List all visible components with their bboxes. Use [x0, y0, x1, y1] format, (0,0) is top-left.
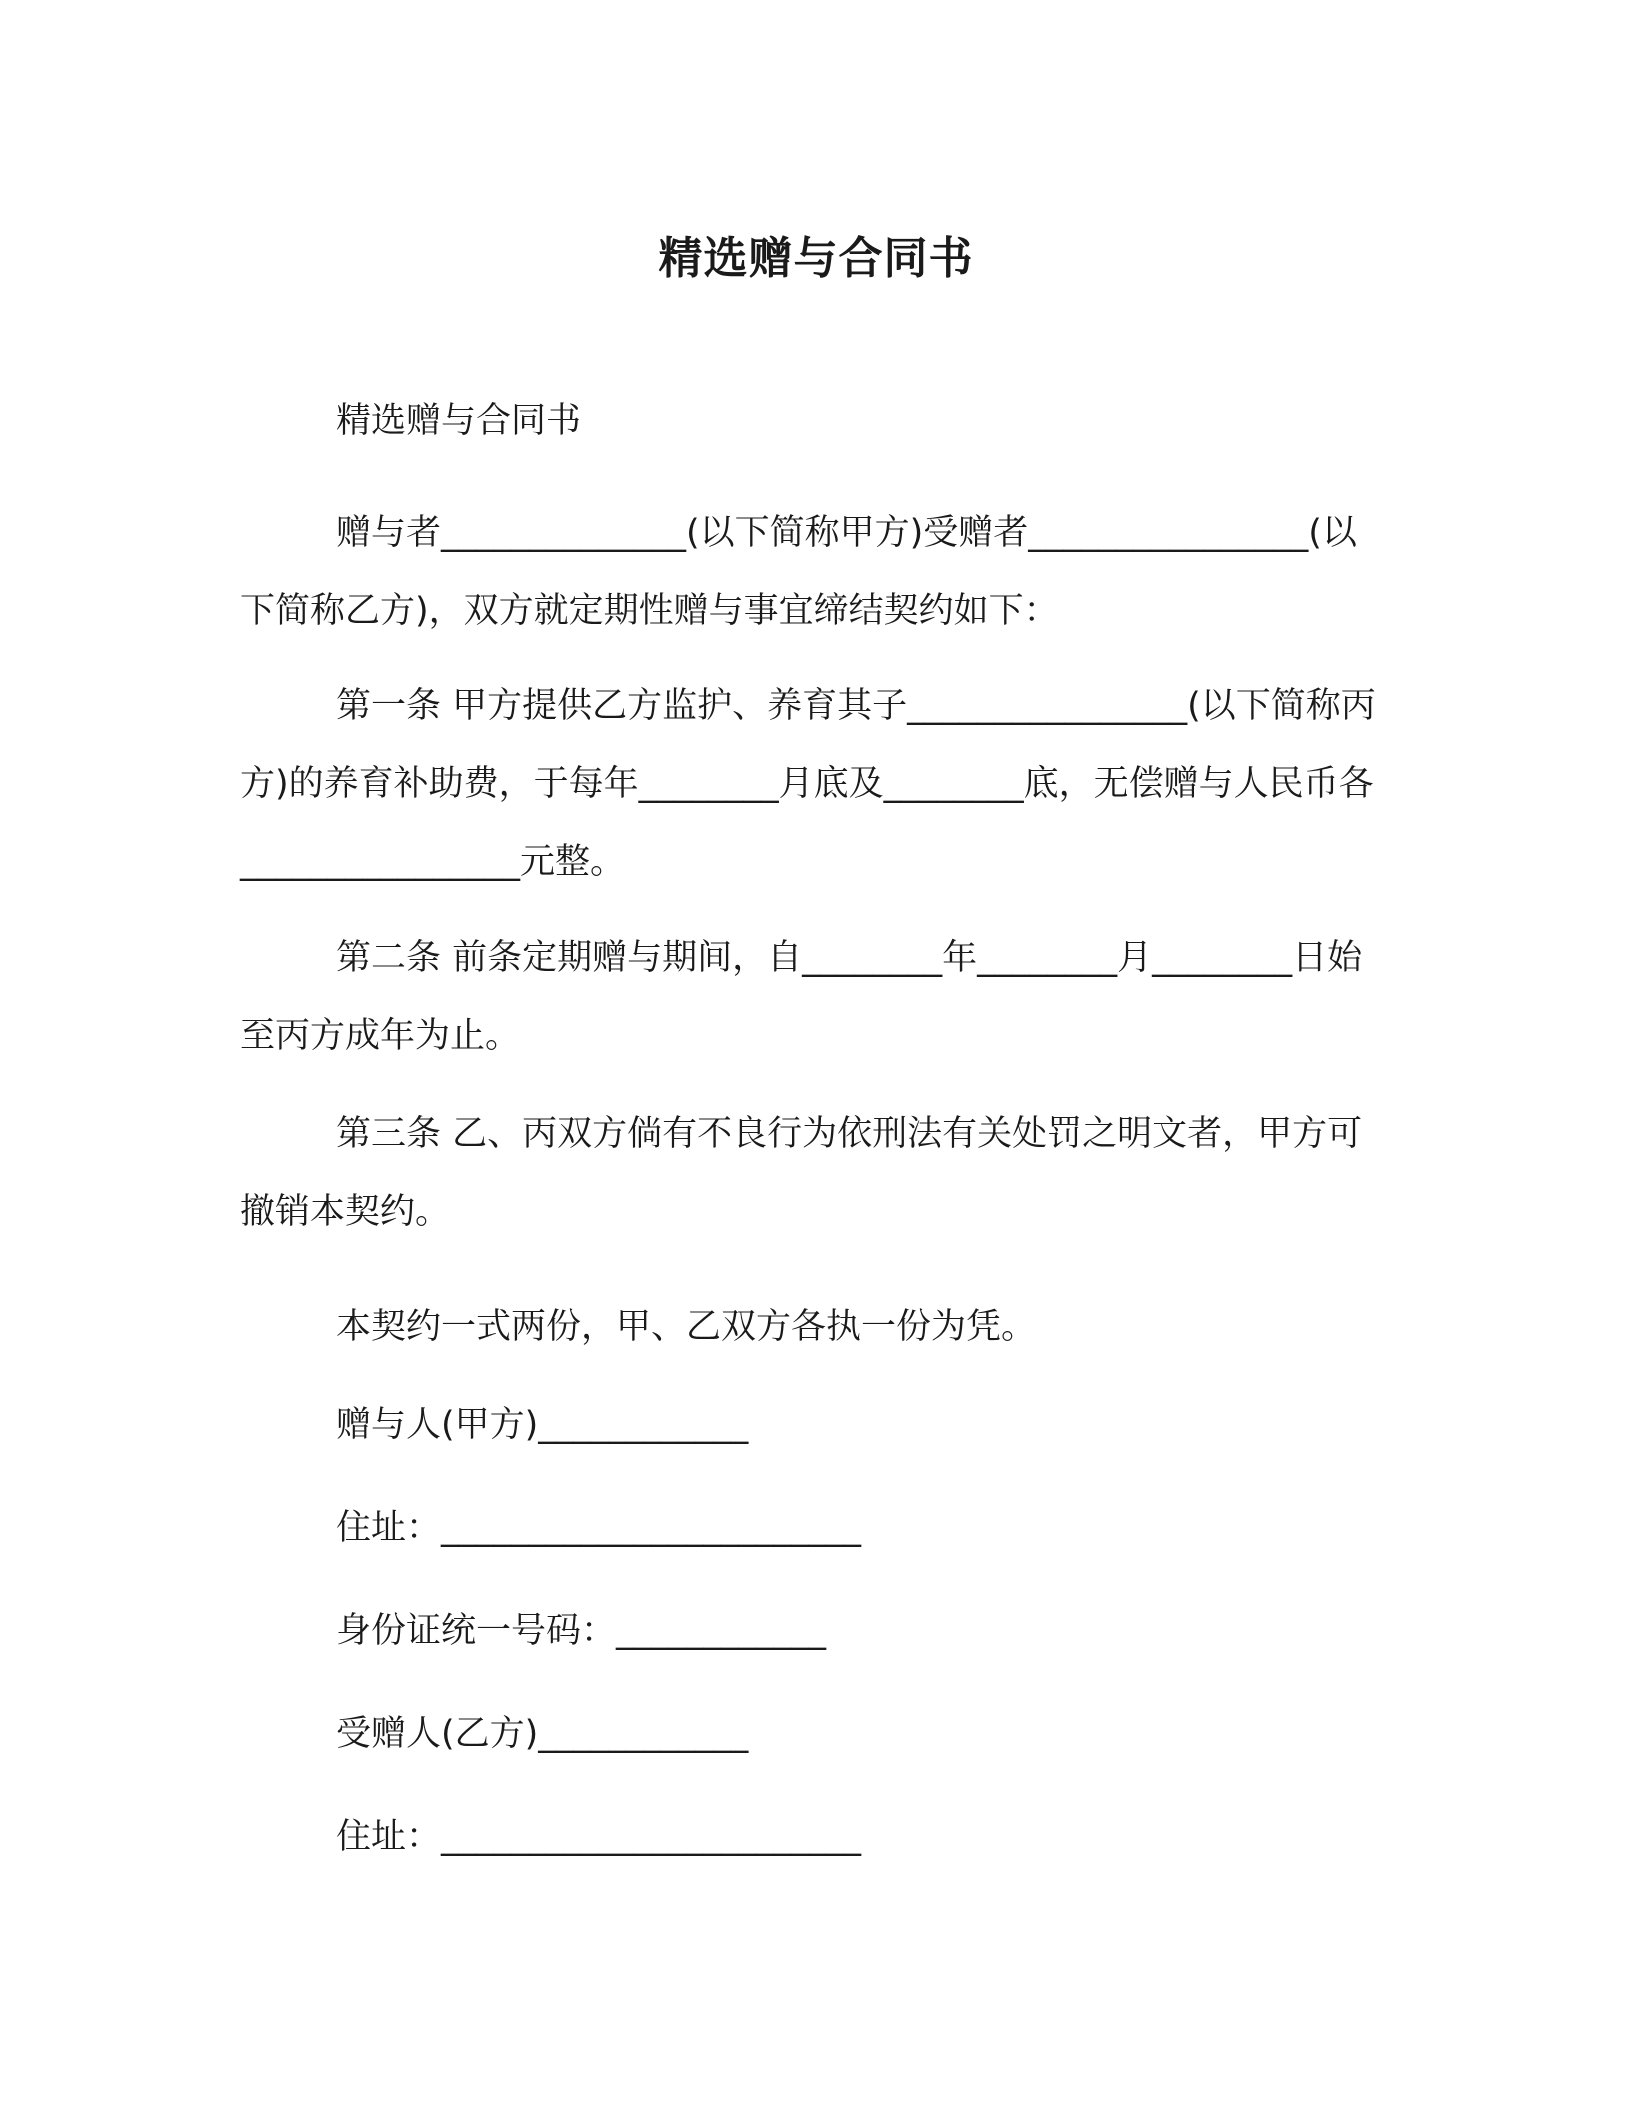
intro-paragraph: 赠与者______________(以下简称甲方)受赠者________________(以下简称乙方)，双方就定期性赠与事宜缔结契约如下：	[240, 513, 1357, 631]
donor-id-line: 身份证统一号码：____________	[336, 1611, 827, 1651]
document-title: 精选赠与合同书	[658, 233, 974, 284]
donee-signature-line: 受赠人(乙方)____________	[336, 1714, 749, 1754]
article-1: 第一条 甲方提供乙方监护、养育其子________________(以下简称丙方)的养育补助费，于每年________月底及________底，无偿赠与人民币各________________元整。	[240, 686, 1376, 882]
copies-statement: 本契约一式两份，甲、乙双方各执一份为凭。	[336, 1307, 1037, 1347]
donor-address-line: 住址：________________________	[336, 1508, 862, 1548]
article-3: 第三条 乙、丙双方倘有不良行为依刑法有关处罚之明文者，甲方可撤销本契约。	[240, 1114, 1363, 1232]
subtitle: 精选赠与合同书	[336, 401, 582, 441]
donee-address-line: 住址：________________________	[336, 1817, 862, 1857]
donor-signature-line: 赠与人(甲方)____________	[336, 1405, 749, 1445]
article-2: 第二条 前条定期赠与期间，自________年________月________日始至丙方成年为止。	[240, 938, 1363, 1056]
